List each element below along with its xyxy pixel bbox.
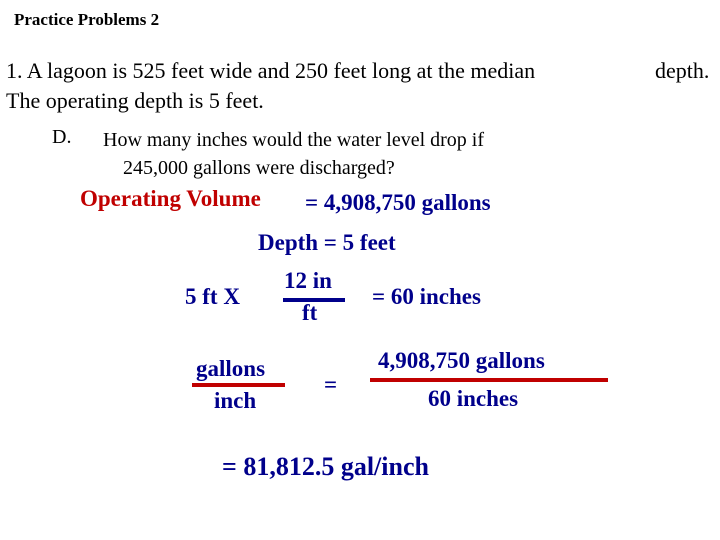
question-line-2: 245,000 gallons were discharged?	[123, 157, 395, 179]
problem-statement	[6, 56, 535, 116]
operating-volume-value: = 4,908,750 gallons	[305, 190, 491, 215]
ratio-right-denominator: 60 inches	[428, 386, 519, 411]
slide-title: Practice Problems 2	[14, 10, 160, 29]
depth-statement: Depth = 5 feet	[258, 230, 396, 255]
ratio-right-numerator: 4,908,750 gallons	[378, 348, 545, 373]
ratio-right-fraction-bar	[370, 378, 608, 382]
final-answer: = 81,812.5 gal/inch	[222, 452, 429, 481]
ratio-left-numerator: gallons	[196, 356, 266, 381]
ratio-left-denominator: inch	[214, 388, 257, 413]
conversion-result: = 60 inches	[372, 284, 481, 309]
operating-volume-label: Operating Volume	[80, 186, 261, 211]
ratio-left-fraction-bar	[192, 383, 285, 387]
question-line-1: How many inches would the water level drop if	[103, 129, 485, 151]
problem-line-1: 1. A lagoon is 525 feet wide and 250 feet long at the median	[6, 58, 536, 83]
ratio-equals-sign: =	[324, 372, 338, 397]
problem-line-1-end: depth.	[655, 58, 710, 83]
question-label: D.	[52, 126, 72, 148]
conversion-numerator: 12 in	[284, 268, 332, 293]
conversion-left: 5 ft X	[185, 284, 240, 309]
problem-line-2: The operating depth is 5 feet.	[6, 88, 264, 113]
conversion-denominator: ft	[302, 300, 318, 325]
